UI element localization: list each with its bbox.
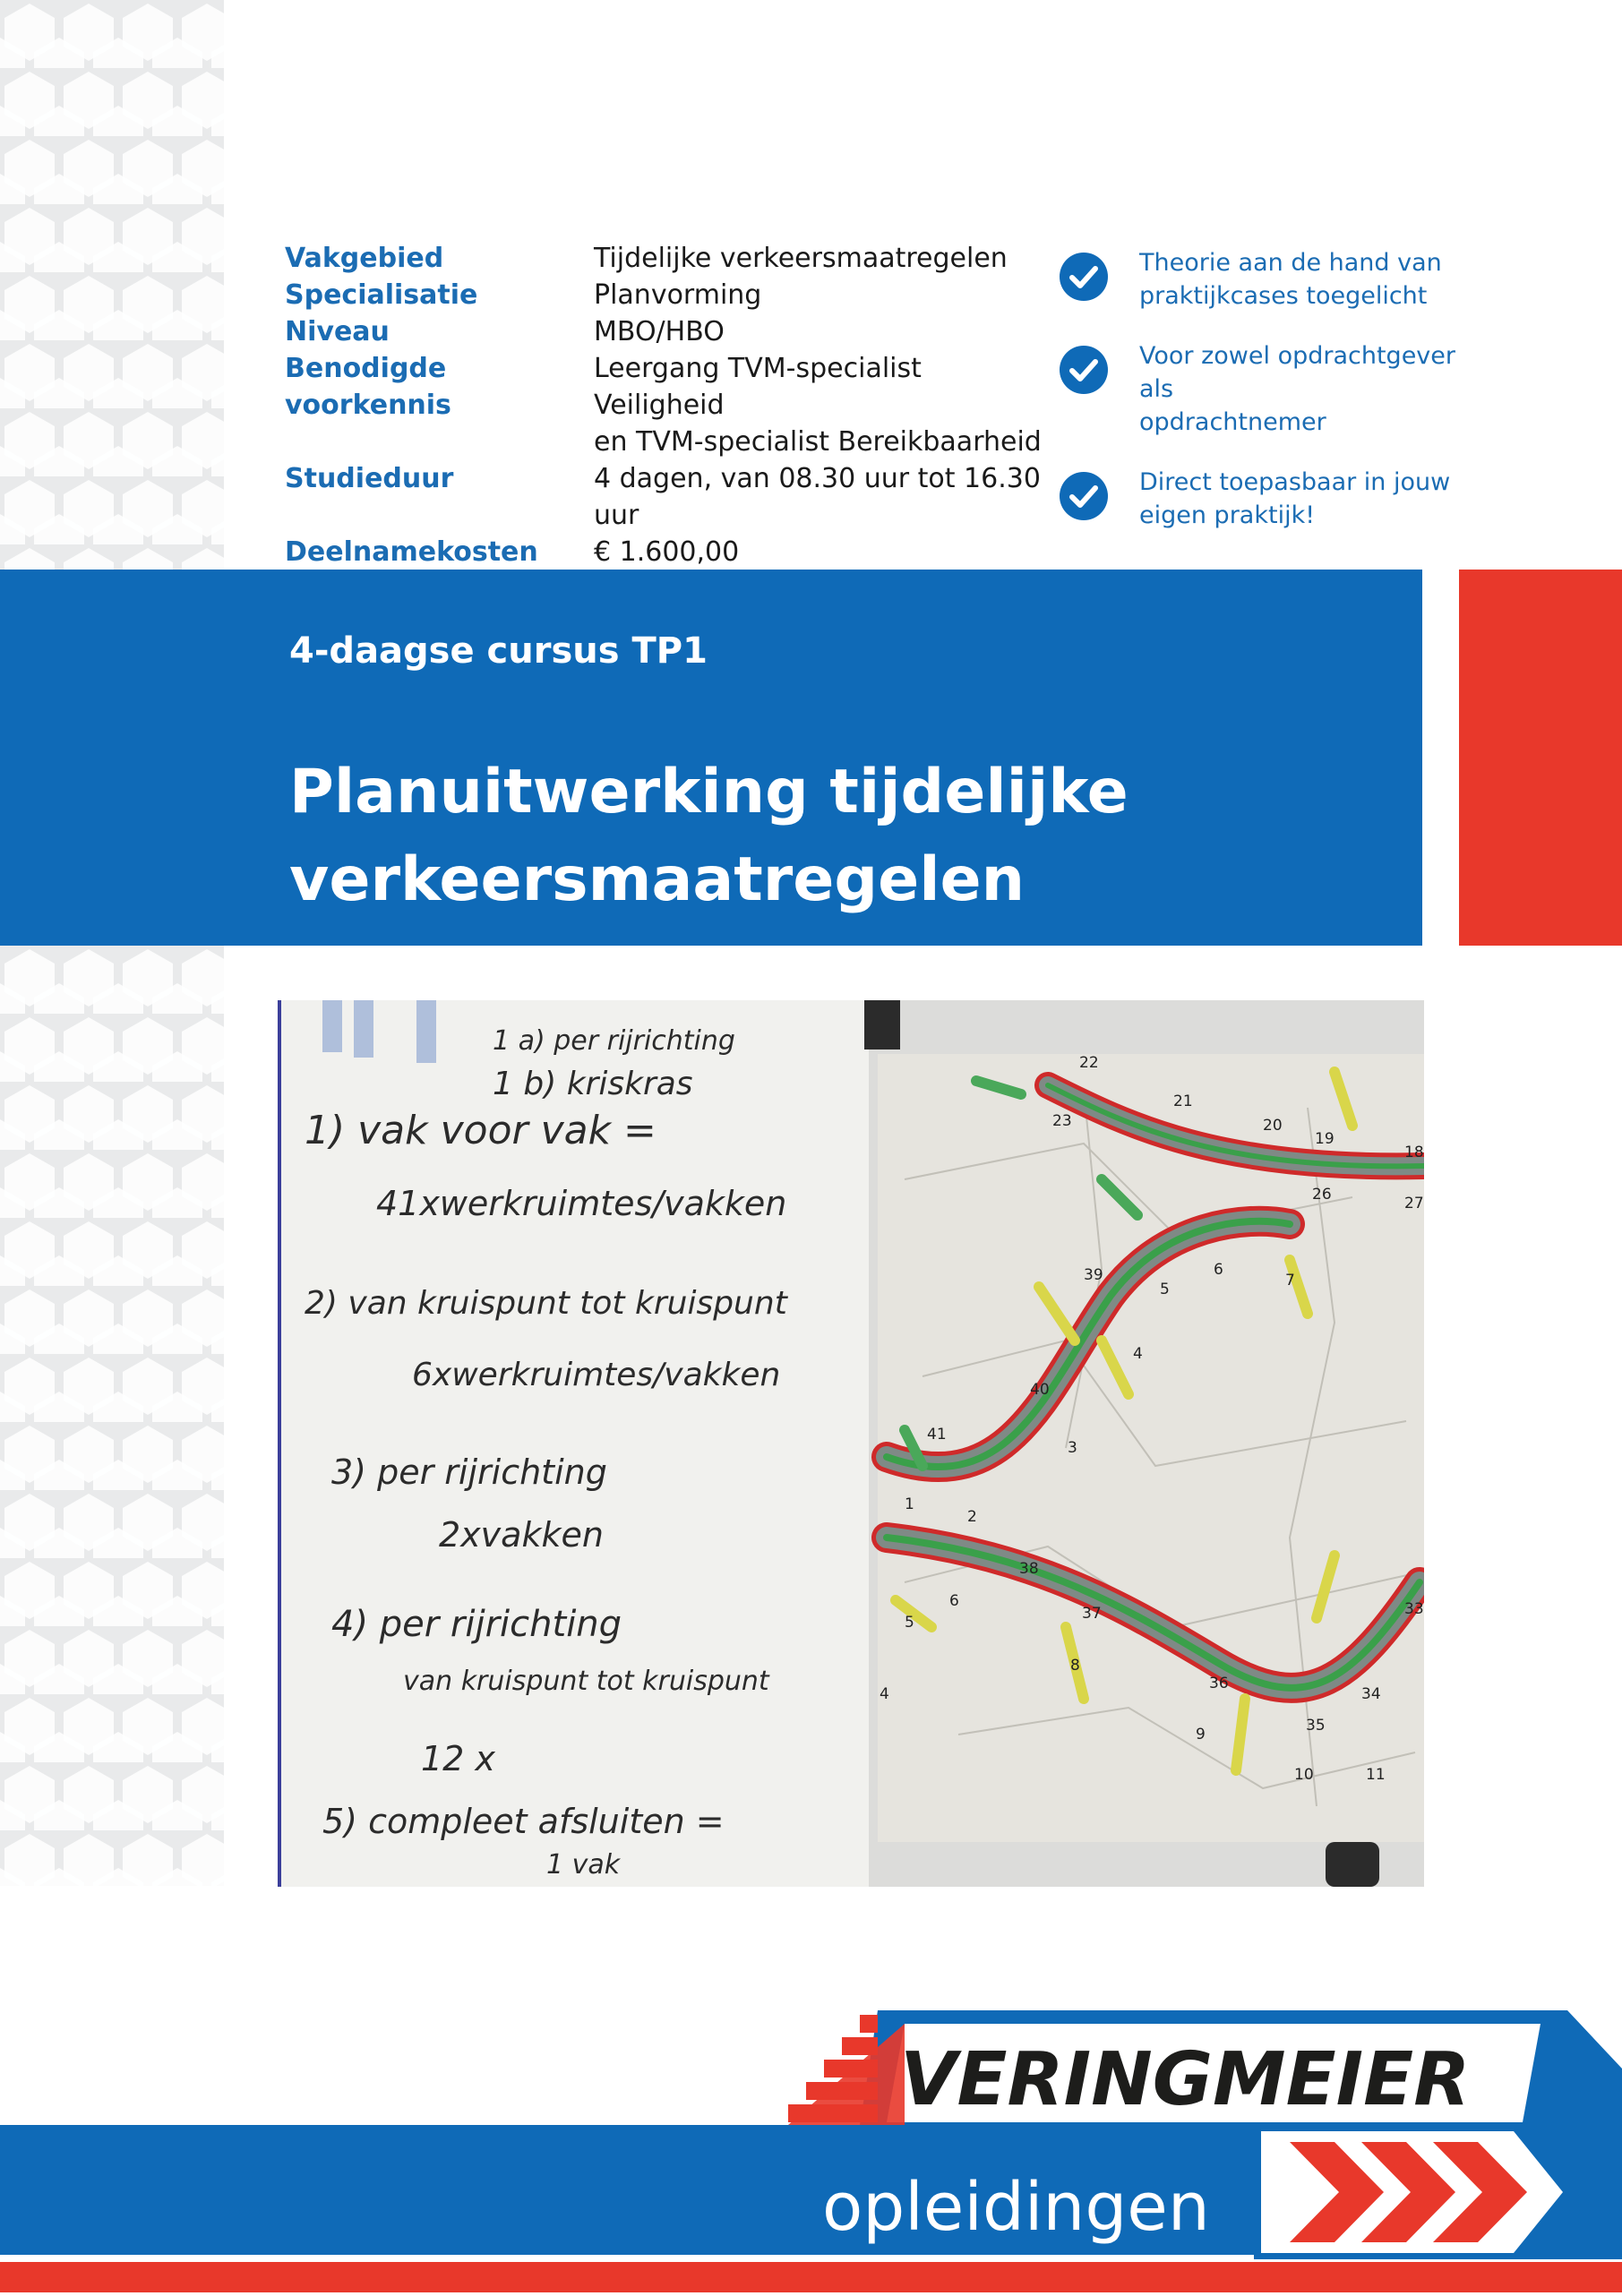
map-number: 5 [905,1614,914,1632]
info-row-specialisatie [285,277,1055,313]
info-label: Deelnamekosten [285,536,538,568]
course-title-line: Planuitwerking tijdelijke [289,757,1129,827]
map-number: 1 [905,1495,914,1513]
check-circle-icon [1059,345,1109,395]
info-row-voorkennis-cont [285,424,1055,460]
benefit-item [1059,339,1489,439]
whiteboard-text: 6xwerkruimtes/vakken [412,1357,781,1393]
map-number: 34 [1361,1685,1381,1703]
map-number: 19 [1315,1130,1335,1148]
benefit-line: Theorie aan de hand van [1139,249,1442,277]
map-number: 8 [1070,1657,1080,1675]
info-value: € 1.600,00 [594,536,740,568]
info-row-niveau [285,313,1055,350]
whiteboard-text: 1) vak voor vak = [305,1108,657,1153]
whiteboard-text: 41xwerkruimtes/vakken [376,1184,787,1223]
benefit-text [1139,466,1450,532]
map-number: 39 [1084,1266,1103,1284]
benefit-line: eigen praktijk! [1139,501,1316,529]
info-label: Niveau [285,316,390,347]
benefit-line: opdrachtnemer [1139,408,1326,436]
info-value: Planvorming [594,279,762,311]
whiteboard-text: 12 x [421,1739,495,1778]
info-row-studieduur [285,460,1055,534]
info-label: Vakgebied [285,243,444,274]
whiteboard-text: van kruispunt tot kruispunt [403,1666,769,1697]
info-row-vakgebied [285,240,1055,277]
info-label [285,424,594,460]
title-banner [0,570,1422,946]
whiteboard-text: 2xvakken [439,1515,604,1555]
info-label: Benodigde voorkennis [285,353,451,421]
check-circle-icon [1059,471,1109,521]
whiteboard-text: 2) van kruispunt tot kruispunt [305,1285,787,1322]
course-subtitle: 4-daagse cursus TP1 [289,630,708,672]
map-number: 37 [1082,1605,1102,1623]
map-number: 2 [967,1508,977,1526]
whiteboard-text: 1 b) kriskras [493,1066,693,1102]
info-row-deelnamekosten [285,534,1055,570]
map-number: 6 [1214,1261,1223,1279]
map-number: 11 [1366,1766,1386,1784]
map-number: 33 [1404,1600,1424,1618]
map-number: 3 [1068,1439,1077,1457]
info-value: Tijdelijke verkeersmaatregelen [594,243,1008,274]
info-label: Specialisatie [285,279,478,311]
map-number: 18 [1404,1144,1424,1161]
logo-sub-text: opleidingen [822,2169,1210,2246]
map-number: 21 [1173,1092,1193,1110]
benefit-item [1059,466,1489,532]
whiteboard-text: 1 a) per rijrichting [493,1025,735,1057]
info-value: Leergang TVM-specialist Veiligheid [594,353,922,421]
map-number: 7 [1285,1272,1295,1289]
map-number: 20 [1263,1117,1283,1135]
whiteboard-text: 4) per rijrichting [331,1604,622,1645]
benefits-list [1059,246,1489,559]
map-number: 27 [1404,1195,1424,1212]
map-number: 41 [927,1426,947,1444]
map-number: 40 [1030,1381,1050,1399]
logo-brand-text: VERINGMEIER [900,2037,1471,2122]
whiteboard-text: 3) per rijrichting [331,1452,607,1492]
map-number: 4 [1133,1345,1143,1363]
map-number: 4 [880,1685,889,1703]
map-number: 22 [1079,1054,1099,1072]
info-value: en TVM-specialist Bereikbaarheid [594,426,1042,458]
map-number: 9 [1196,1726,1206,1743]
veringmeier-opleidingen-logo [0,1988,1622,2292]
benefit-text [1139,246,1442,313]
course-photo [278,1000,1424,1887]
map-number: 36 [1209,1675,1229,1692]
benefit-text [1139,339,1489,439]
whiteboard-text: 5) compleet afsluiten = [322,1802,725,1841]
whiteboard-text: 1 vak [546,1849,621,1880]
benefit-line: Direct toepasbaar in jouw [1139,468,1451,496]
map-number: 23 [1052,1112,1072,1130]
info-label: Studieduur [285,463,454,494]
info-value: MBO/HBO [594,316,725,347]
course-info-table [285,240,1055,570]
info-row-voorkennis [285,350,1055,424]
hexagon-pattern-top [0,0,224,570]
red-accent-block [1459,570,1622,946]
map-number: 38 [1019,1560,1039,1578]
map-number: 35 [1306,1717,1326,1735]
check-circle-icon [1059,252,1109,302]
benefit-line: praktijkcases toegelicht [1139,282,1428,310]
info-value: 4 dagen, van 08.30 uur tot 16.30 uur [594,463,1041,531]
map-number: 10 [1294,1766,1314,1784]
benefit-line: Voor zowel opdrachtgever als [1139,342,1455,403]
map-number: 26 [1312,1186,1332,1204]
benefit-item [1059,246,1489,313]
course-title-line: verkeersmaatregelen [289,844,1026,915]
whiteboard-map-illustration [278,1000,1424,1887]
hexagon-pattern-bottom [0,946,224,1886]
course-title [289,749,1364,924]
map-number: 5 [1160,1281,1170,1298]
map-number: 6 [949,1592,959,1610]
